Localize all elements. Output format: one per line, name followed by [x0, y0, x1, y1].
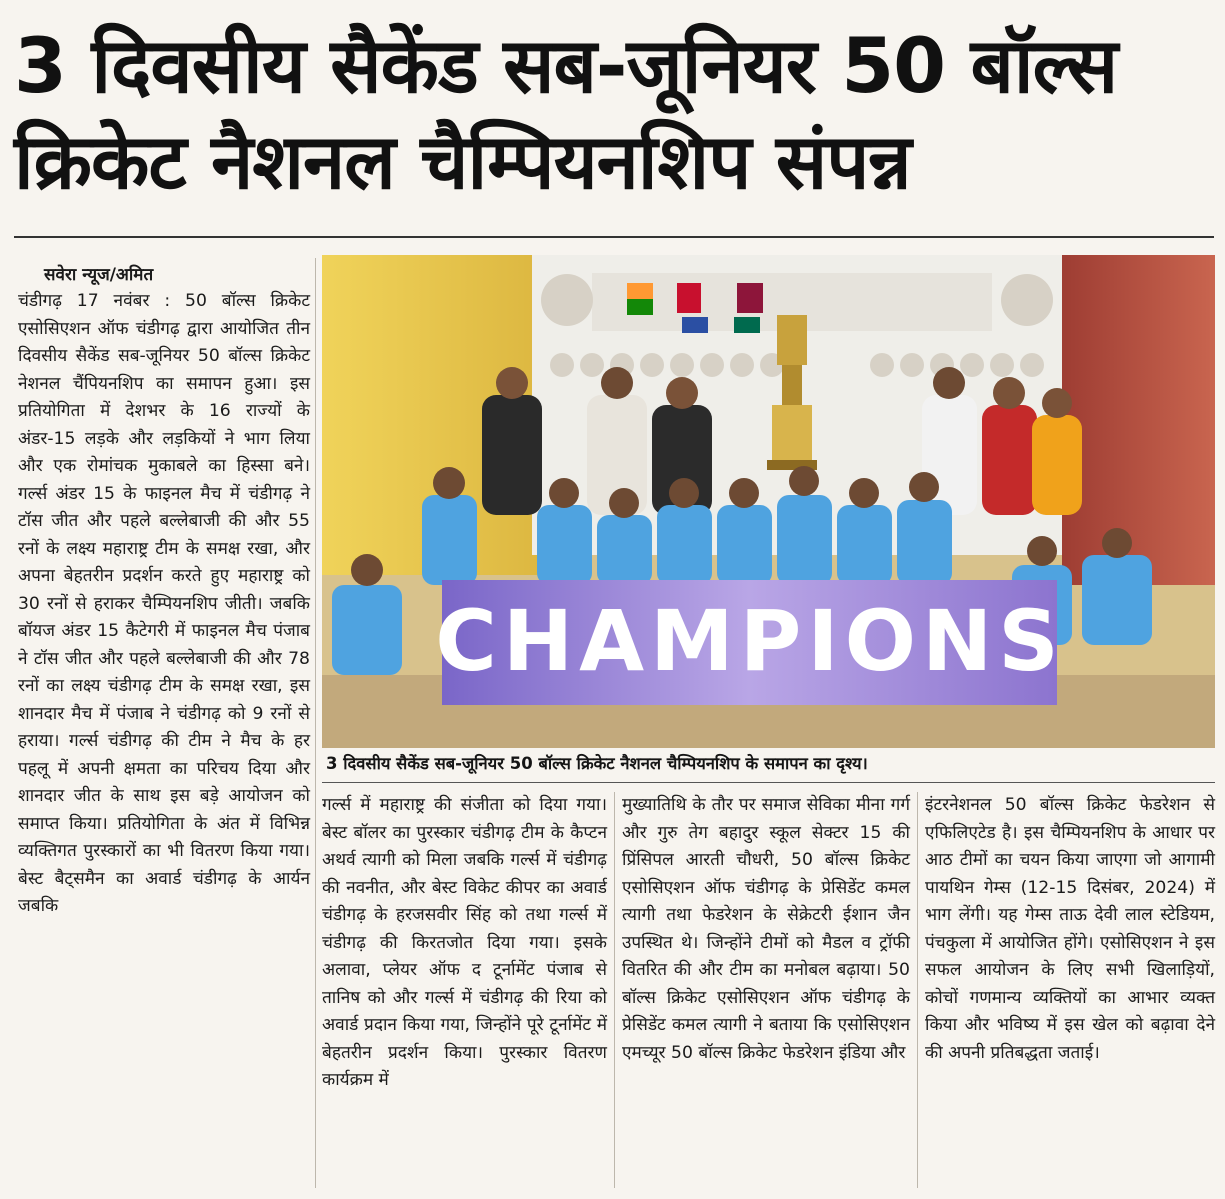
headline-line-1: 3 दिवसीय सैकेंड सब-जूनियर 50 बॉल्स	[14, 21, 1118, 110]
article-paragraph-3: मुख्यातिथि के तौर पर समाज सेविका मीना गर्ग और गुरु तेग बहादुर स्कूल सेक्टर 15 की प्रिंसिपल आरती चौधरी, 50 बॉल्स क्रिकेट एसोसिएशन ऑफ चंडीगढ़ के प्रेसिडेंट कमल त्यागी तथा फेडरेशन के सेक्रेटरी ईशान जैन उपस्थित थे। जिन्होंने टीमों को मैडल व ट्रॉफी वितरित की और टीम का मनोबल बढ़ाया। 50 बॉल्स क्रिकेट एसोसिएशन ऑफ चंडीगढ़ के प्रेसिडेंट कमल त्यागी ने बताया कि एसोसिएशन एमच्यूर 50 बॉल्स क्रिकेट फेडरेशन इंडिया और	[622, 795, 910, 1063]
article-column-4	[925, 792, 1215, 1067]
column-divider	[614, 792, 615, 1188]
article-column-1	[18, 262, 310, 921]
red-curtain	[1062, 255, 1215, 585]
article-column-2	[322, 792, 607, 1095]
article-paragraph-4: इंटरनेशनल 50 बॉल्स क्रिकेट फेडरेशन से एफिलिएटेड है। इस चैम्पियनशिप के आधार पर आठ टीमों का चयन किया जाएगा जो आगामी पायथिन गेम्स (12-15 दिसंबर, 2024) में भाग लेंगी। यह गेम्स ताऊ देवी लाल स्टेडियम, पंचकुला में आयोजित होंगे। एसोसिएशन ने इस सफल आयोजन के लिए सभी खिलाड़ियों, कोचों गणमान्य व्यक्तियों का आभार व्यक्त किया और भविष्य में इस खेल को बढ़ावा देने की अपनी प्रतिबद्धता जताई।	[925, 795, 1215, 1063]
article-paragraph-1: चंडीगढ़ 17 नवंबर : 50 बॉल्स क्रिकेट एसोसिएशन ऑफ चंडीगढ़ द्वारा आयोजित तीन दिवसीय सैकेंड सब-जूनियर 50 बॉल्स क्रिकेट नेशनल चैंपियनशिप का समापन हुआ। इस प्रतियोगिता में देशभर के 16 राज्यों के अंडर-15 लड़के और लड़कियों ने भाग लिया और एक रोमांचक मुकाबले का हिस्सा बने। गर्ल्स अंडर 15 के फाइनल मैच में चंडीगढ़ ने टॉस जीत और पहले बल्लेबाजी की और 55 रनों के लक्ष्य महाराष्ट्र टीम के समक्ष रखा, और अपना बेहतरीन प्रदर्शन करते हुए महाराष्ट्र को 30 रनों से हराकर चैम्पियनशिप जीती। जबकि बॉयज अंडर 15 कैटेगरी में फाइनल मैच पंजाब ने टॉस जीत और पहले बल्लेबाजी की और 78 रनों का लक्ष्य चंडीगढ़ टीम के समक्ष रखा, इस शानदार मैच में पंजाब ने चंडीगढ़ को 9 रनों से हराया। गर्ल्स चंडीगढ़ की टीम ने मैच के हर पहलू में अपनी क्षमता का परिचय दिया और शानदार जीत के साथ इस बड़े आयोजन को समाप्त किया। प्रतियोगिता के अंत में विभिन्न व्यक्तिगत पुरस्कारों का भी वितरण किया गया। बेस्ट बैट्समैन का अवार्ड चंडीगढ़ के आर्यन जबकि	[18, 291, 310, 916]
champions-team-photo	[322, 255, 1215, 748]
column-divider	[917, 792, 918, 1188]
champions-banner-text: CHAMPIONS	[435, 592, 1065, 690]
column-divider	[315, 258, 316, 1188]
byline: सवेरा न्यूज/अमित	[44, 265, 154, 285]
photo-caption: 3 दिवसीय सैकेंड सब-जूनियर 50 बॉल्स क्रिकेट नैशनल चैम्पियनशिप के समापन का दृश्य।	[326, 754, 868, 773]
headline-rule	[14, 236, 1214, 238]
headline	[14, 18, 1214, 210]
caption-rule	[322, 782, 1215, 783]
headline-line-2: क्रिकेट नैशनल चैम्पियनशिप संपन्न	[14, 117, 911, 206]
article-column-3	[622, 792, 910, 1067]
news-photo	[322, 255, 1215, 748]
article-paragraph-2: गर्ल्स में महाराष्ट्र की संजीता को दिया गया। बेस्ट बॉलर का पुरस्कार चंडीगढ़ टीम के कैप्टन अथर्व त्यागी को मिला जबकि गर्ल्स में चंडीगढ़ की नवनीत, और बेस्ट विकेट कीपर का अवार्ड चंडीगढ़ के हरजसवीर सिंह को तथा गर्ल्स में चंडीगढ़ की किरतजोत दिया गया। इसके अलावा, प्लेयर ऑफ द टूर्नामेंट पंजाब से तानिष को और गर्ल्स में चंडीगढ़ की रिया को अवार्ड प्रदान किया गया, जिन्होंने पूरे टूर्नामेंट में बेहतरीन प्रदर्शन किया। पुरस्कार वितरण कार्यक्रम में	[322, 795, 607, 1090]
